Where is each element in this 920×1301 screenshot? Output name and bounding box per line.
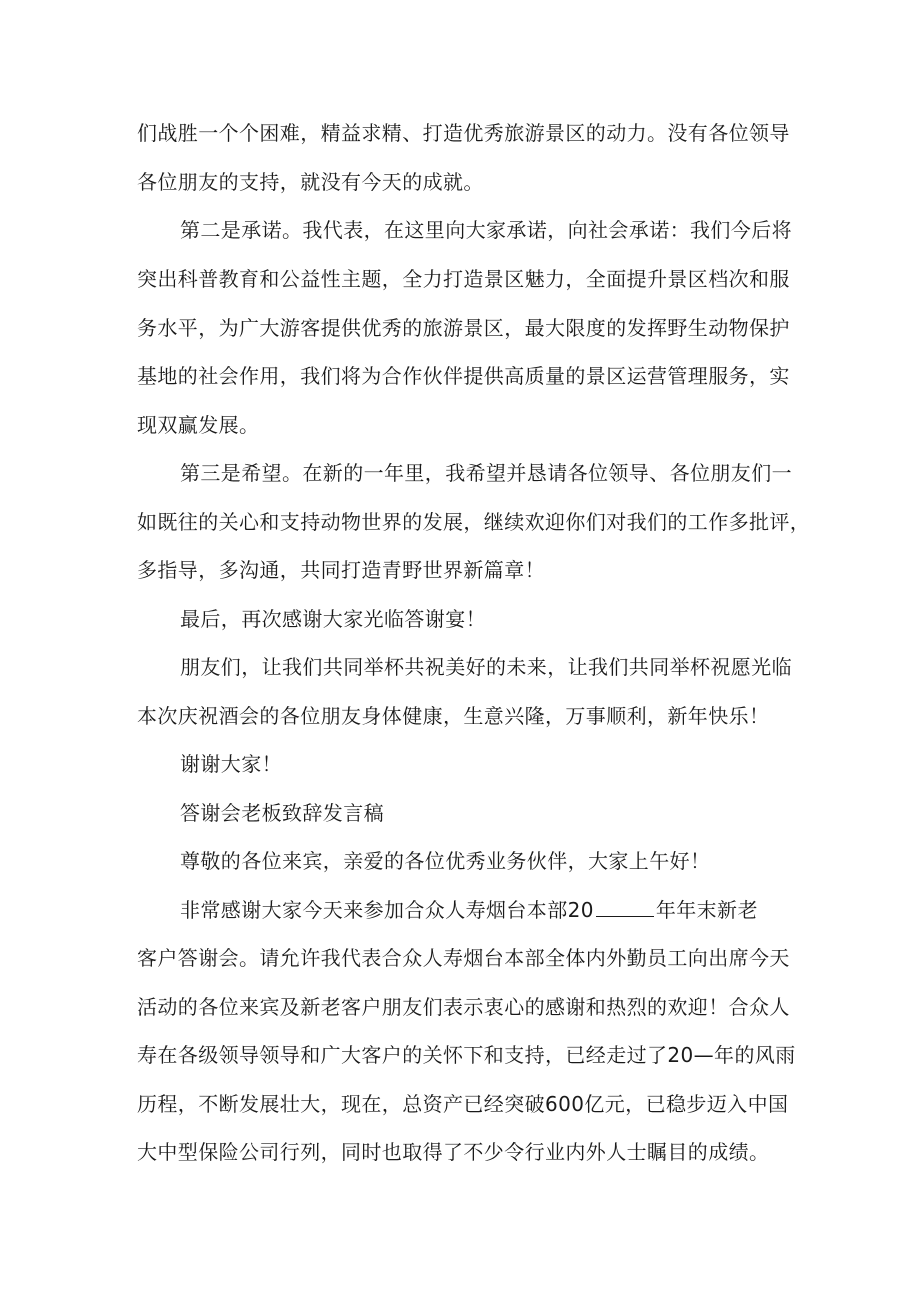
paragraph-line: 最后，再次感谢大家光临答谢宴！ bbox=[180, 607, 486, 631]
section-title: 答谢会老板致辞发言稿 bbox=[180, 801, 384, 825]
text-line: 大中型保险公司行列，同时也取得了不少令行业内外人士瞩目的成绩。 bbox=[137, 1140, 770, 1164]
text-line: 多指导，多沟通，共同打造青野世界新篇章！ bbox=[137, 558, 545, 582]
text-line: 活动的各位来宾及新老客户朋友们表示衷心的感谢和热烈的欢迎！合众人 bbox=[137, 995, 790, 1019]
text-segment: 年年末新老 bbox=[655, 898, 758, 922]
text-line: 寿在各级领导领导和广大客户的关怀下和支持，已经走过了20—年的风雨 bbox=[137, 1043, 796, 1067]
paragraph-start-line: 第三是希望。在新的一年里，我希望并恳请各位领导、各位朋友们一 bbox=[180, 461, 792, 485]
text-line: 突出科普教育和公益性主题，全力打造景区魅力，全面提升景区档次和服 bbox=[137, 267, 790, 291]
text-line: 务水平，为广大游客提供优秀的旅游景区，最大限度的发挥野生动物保护 bbox=[137, 316, 790, 340]
paragraph-start-line bbox=[180, 893, 800, 927]
greeting-line: 尊敬的各位来宾，亲爱的各位优秀业务伙伴，大家上午好！ bbox=[180, 849, 711, 873]
text-line: 历程，不断发展壮大，现在，总资产已经突破600亿元，已稳步迈入中国 bbox=[137, 1092, 789, 1116]
fill-in-blank bbox=[596, 896, 654, 917]
text-line: 客户答谢会。请允许我代表合众人寿烟台本部全体内外勤员工向出席今天 bbox=[137, 946, 790, 970]
text-line: 本次庆祝酒会的各位朋友身体健康，生意兴隆，万事顺利，新年快乐！ bbox=[137, 704, 770, 728]
text-line: 各位朋友的支持，就没有今天的成就。 bbox=[137, 170, 484, 194]
text-line: 如既往的关心和支持动物世界的发展，继续欢迎你们对我们的工作多批评， bbox=[137, 510, 811, 534]
paragraph-line: 谢谢大家！ bbox=[180, 752, 282, 776]
text-line: 基地的社会作用，我们将为合作伙伴提供高质量的景区运营管理服务，实 bbox=[137, 364, 790, 388]
paragraph-start-line: 朋友们，让我们共同举杯共祝美好的未来，让我们共同举杯祝愿光临 bbox=[180, 655, 792, 679]
text-line: 们战胜一个个困难，精益求精、打造优秀旅游景区的动力。没有各位领导 bbox=[137, 121, 790, 145]
paragraph-start-line: 第二是承诺。我代表，在这里向大家承诺，向社会承诺：我们今后将 bbox=[180, 218, 792, 242]
text-segment: 非常感谢大家今天来参加合众人寿烟台本部20 bbox=[180, 898, 594, 922]
text-line: 现双赢发展。 bbox=[137, 413, 260, 437]
